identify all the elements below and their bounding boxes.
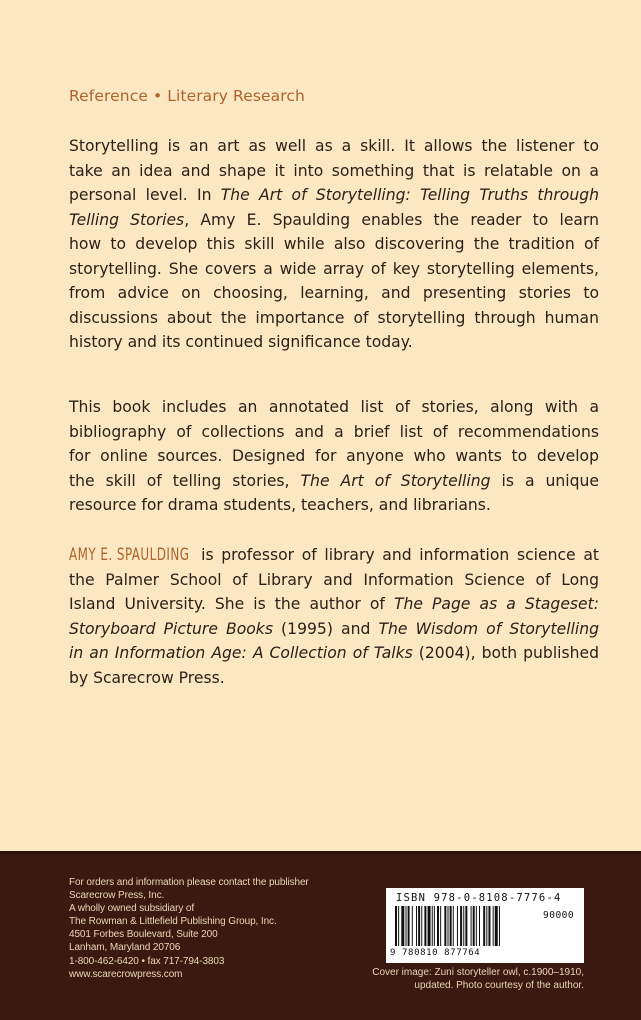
barcode-bar	[453, 906, 454, 946]
price-code: 90000	[543, 910, 575, 921]
author-bio	[69, 543, 599, 690]
barcode-bar	[418, 906, 420, 946]
barcode-bar	[457, 906, 458, 946]
barcode-bar	[471, 906, 472, 946]
barcode-bar	[493, 906, 494, 946]
credit-line: updated. Photo courtesy of the author.	[414, 980, 584, 991]
barcode-bar	[416, 906, 417, 946]
contact-line: For orders and information please contact the publisher	[69, 877, 309, 888]
barcode-digits: 9 780810 877764	[390, 948, 481, 958]
cover-credit	[372, 966, 584, 992]
contact-line: www.scarecrowpress.com	[69, 968, 183, 980]
contact-line: Lanham, Maryland 20706	[69, 942, 181, 954]
barcode-bar	[486, 906, 487, 946]
text-line: take an idea and shape it into something that is relatable on a	[69, 161, 599, 180]
text-line: bibliography of collections and a brief list of recommendations	[69, 422, 599, 441]
barcode-bar	[432, 906, 433, 946]
author-name: AMY E. SPAULDING	[69, 545, 190, 565]
barcode-bar	[401, 906, 404, 946]
text-line: storytelling. She covers a wide array of key storytelling elements,	[69, 259, 599, 278]
text-line: from advice on choosing, learning, and presenting stories to	[69, 284, 599, 302]
barcode-bar	[398, 906, 399, 946]
text-line: Storyboard Picture Books (1995) and The Wisdom of Storytelling	[69, 619, 600, 638]
text-line: for online sources. Designed for anyone who wants to develop	[69, 447, 599, 465]
barcode-bar	[395, 906, 397, 946]
barcode-bar	[479, 906, 480, 946]
publisher-contact	[69, 876, 309, 981]
description-paragraph-1	[69, 134, 599, 355]
barcode-bar	[483, 906, 485, 946]
barcode-bar	[440, 906, 441, 946]
barcode-bar	[428, 906, 431, 946]
contact-line: Scarecrow Press, Inc.	[69, 890, 165, 902]
barcode-bar	[408, 906, 410, 946]
text-line: Island University. She is the author of The Page as a Stageset:	[69, 595, 599, 613]
contact-line: A wholly owned subsidiary of	[69, 903, 195, 915]
barcode-bar	[421, 906, 422, 946]
text-line: the skill of telling stories, The Art of Storytelling is a unique	[69, 471, 600, 490]
barcode-bar	[448, 906, 449, 946]
barcode-bar	[495, 906, 498, 946]
barcode-bar	[406, 906, 407, 946]
barcode-bar	[444, 906, 446, 946]
barcode-bar	[437, 906, 439, 946]
contact-line: The Rowman & Littlefield Publishing Group, Inc.	[69, 916, 277, 928]
text-line: discussions about the importance of storytelling through human	[69, 308, 599, 327]
barcode-bar	[476, 906, 477, 946]
text-line: Telling Stories, Amy E. Spaulding enables the reader to learn	[69, 210, 599, 229]
barcode-bar	[488, 906, 490, 946]
footer-rule	[0, 851, 641, 854]
description-paragraph-2	[69, 395, 599, 518]
barcode-bar	[412, 906, 413, 946]
text-line: how to develop this skill while also discovering the tradition of	[69, 235, 599, 253]
barcode-bar	[424, 906, 426, 946]
barcode-bar	[450, 906, 452, 946]
text-line: by Scarecrow Press.	[69, 668, 225, 687]
barcode-bar	[460, 906, 462, 946]
barcode-bar	[434, 906, 435, 946]
contact-line: 4501 Forbes Boulevard, Suite 200	[69, 929, 218, 941]
barcode-bar	[499, 906, 500, 946]
barcode-bar	[473, 906, 475, 946]
text-line: personal level. In The Art of Storytelling: Telling Truths through	[69, 186, 599, 204]
contact-line: 1-800-462-6420 • fax 717-794-3803	[69, 955, 225, 967]
barcode-bar	[463, 906, 464, 946]
text-line: history and its continued significance today.	[69, 333, 413, 351]
text-line: the Palmer School of Library and Information Science of Long	[69, 570, 599, 589]
credit-line: Cover image: Zuni storyteller owl, c.1900–1910,	[372, 967, 584, 978]
text-line: Storytelling is an art as well as a skill. It allows the listener to	[69, 137, 599, 155]
text-line: resource for drama students, teachers, and librarians.	[69, 496, 491, 514]
text-line: in an Information Age: A Collection of Talks (2004), both published	[69, 644, 599, 662]
category-label: Reference • Literary Research	[69, 87, 305, 105]
barcode-bars	[395, 906, 537, 948]
text-line: This book includes an annotated list of stories, along with a	[69, 398, 599, 416]
text-line: AMY E. SPAULDING is professor of library and information science at	[69, 543, 599, 568]
barcode-bar	[465, 906, 467, 946]
isbn-label: ISBN 978-0-8108-7776-4	[396, 892, 562, 904]
isbn-barcode	[386, 888, 584, 963]
